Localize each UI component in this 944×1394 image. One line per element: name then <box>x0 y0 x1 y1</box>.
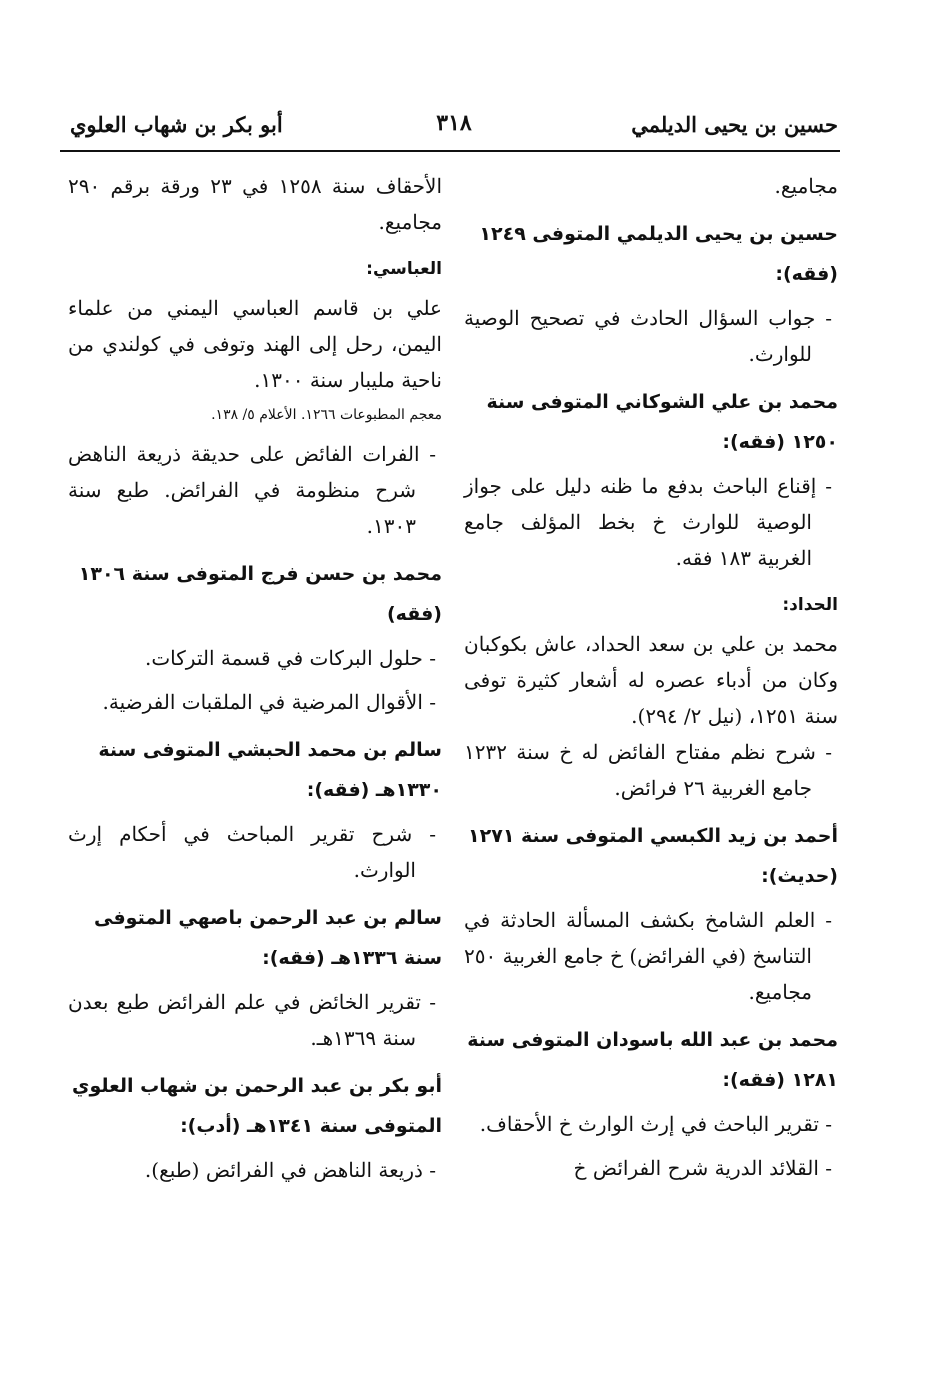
work-item: - ذريعة الناهض في الفرائض (طبع). <box>144 1158 436 1182</box>
work-item: - إقناع الباحث بدفع ما ظنه دليل على جواز الوصية للوارث خ بخط المؤلف جامع الغربية ١٨٣ فقه. <box>464 474 832 570</box>
page-number: ٣١٨ <box>436 110 472 136</box>
section-label: العباسي: <box>366 259 442 279</box>
section-label: الحداد: <box>782 595 838 615</box>
work-item: - الفرات الفائض على حديقة ذريعة الناهض شرح منظومة في الفرائض. طبع سنة ١٣٠٣. <box>68 442 436 538</box>
running-header <box>70 108 838 148</box>
work-item: - حلول البركات في قسمة التركات. <box>145 646 436 670</box>
author-heading: سالم بن عبد الرحمن باصهي المتوفى سنة ١٣٣٦هـ (فقه): <box>94 907 442 969</box>
author-heading: أبو بكر بن عبد الرحمن بن شهاب العلوي المتوفى سنة ١٣٤١هـ (أدب): <box>72 1075 442 1137</box>
work-item: - تقرير الباحث في إرث الوارث خ الأحقاف. <box>479 1112 832 1136</box>
work-item: - القلائد الدرية شرح الفرائض خ <box>573 1156 832 1180</box>
author-heading: أحمد بن زيد الكبسي المتوفى سنة ١٢٧١ (حديث): <box>468 825 838 887</box>
author-heading: حسين بن يحيى الديلمي المتوفى ١٢٤٩ (فقه): <box>479 223 838 285</box>
header-rule <box>60 150 840 152</box>
work-item: - تقرير الخائض في علم الفرائض طبع بعدن سنة ١٣٦٩هـ. <box>68 990 436 1050</box>
entry-text: مجاميع. <box>774 174 838 198</box>
left-column <box>68 168 442 1196</box>
author-heading: محمد بن حسن فرج المتوفى سنة ١٣٠٦ (فقه) <box>78 563 442 625</box>
header-left-title: أبو بكر بن شهاب العلوي <box>70 112 283 137</box>
author-heading: محمد بن عبد الله باسودان المتوفى سنة ١٢٨١ (فقه): <box>467 1029 838 1091</box>
biography-text: علي بن قاسم العباسي اليمني من علماء اليمن، رحل إلى الهند وتوفى في كولندي من ناحية مليبار سنة ١٣٠٠. <box>68 296 442 392</box>
author-heading: سالم بن محمد الحبشي المتوفى سنة ١٣٣٠هـ (فقه): <box>98 739 442 801</box>
work-item: - الأقوال المرضية في الملقبات الفرضية. <box>102 690 436 714</box>
biography-text: محمد بن علي بن سعد الحداد، عاش بكوكبان وكان من أدباء عصره له أشعار كثيرة توفى سنة ١٢٥١، (نيل ٢/ ٢٩٤). <box>464 632 838 728</box>
header-right-title: حسين بن يحيى الديلمي <box>631 112 838 137</box>
work-item: - جواب السؤال الحادث في تصحيح الوصية للوارث. <box>464 306 832 366</box>
work-item: - شرح نظم مفتاح الفائض له خ سنة ١٢٣٢ جامع الغربية ٢٦ فرائض. <box>464 740 832 800</box>
author-heading: محمد بن علي الشوكاني المتوفى سنة ١٢٥٠ (فقه): <box>486 391 838 453</box>
work-item: - العلم الشامخ بكشف المسألة الحادثة في التناسخ (في الفرائض) خ جامع الغربية ٢٥٠ مجاميع. <box>464 908 832 1004</box>
right-column <box>464 168 838 1194</box>
source-reference: معجم المطبوعات ١٢٦٦. الأعلام ٥/ ١٣٨. <box>211 407 442 423</box>
work-item: - شرح تقرير المباحث في أحكام إرث الوارث. <box>68 822 436 882</box>
entry-text: الأحقاف سنة ١٢٥٨ في ٢٣ ورقة برقم ٢٩٠ مجاميع. <box>68 174 443 234</box>
